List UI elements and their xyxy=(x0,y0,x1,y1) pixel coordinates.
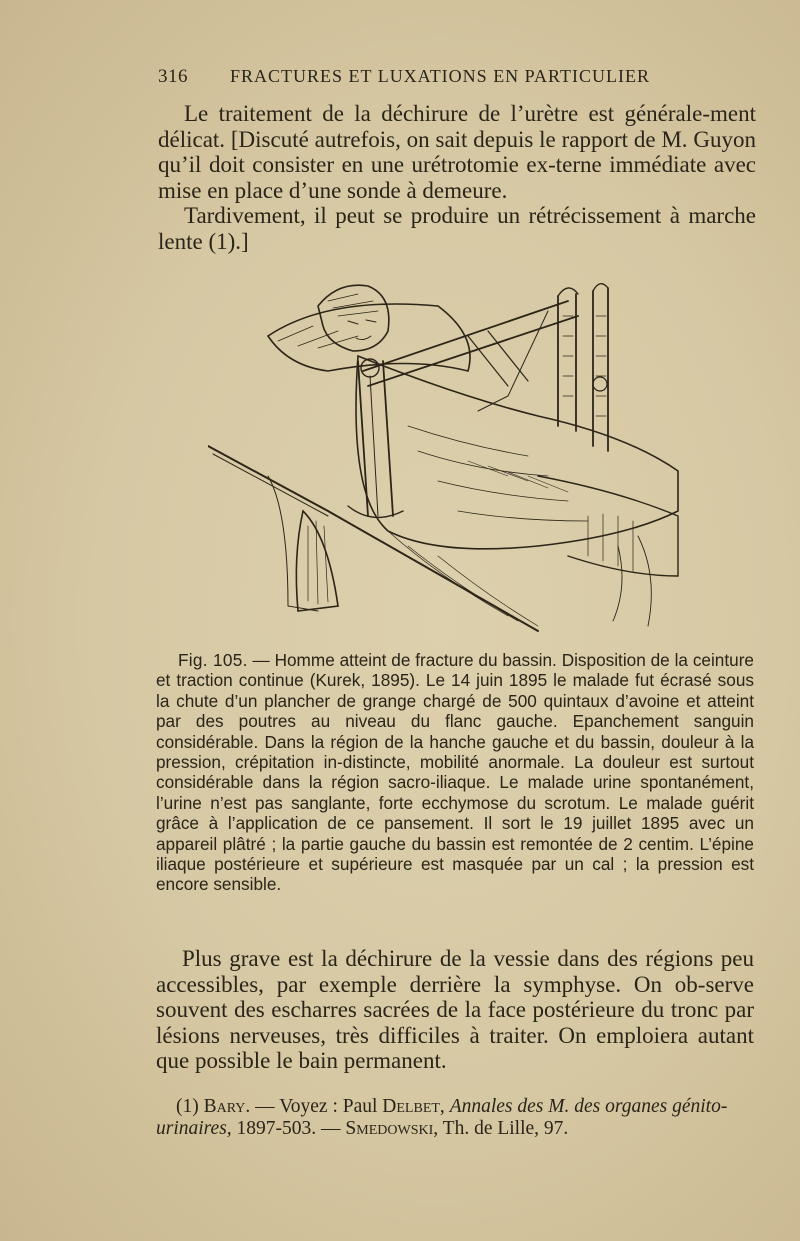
page-number: 316 xyxy=(158,66,188,87)
footnote-text: — Voyez : Paul xyxy=(250,1096,383,1117)
footnote xyxy=(156,1096,754,1140)
figure-label: Fig. 105. xyxy=(178,650,248,670)
footnote-text: 1897-503. — xyxy=(231,1118,346,1139)
engraving-patient-in-pelvic-traction-bed-icon xyxy=(208,276,698,646)
footnote-author: Delbet, xyxy=(382,1096,445,1117)
paragraph-urethra xyxy=(158,101,756,254)
figure-caption xyxy=(156,650,754,895)
paragraph-text: Le traitement de la déchirure de l’urètre est générale-ment délicat. [Discuté autrefois, on sait depuis le rapport de M. Guyon qu’il doit consister en une urétrotomie ex-terne immédiate avec mise en place d’une sonde à demeure. xyxy=(158,101,756,203)
footnote-author: Smedowski, xyxy=(345,1118,439,1139)
figure-engraving xyxy=(208,276,698,646)
footnote-text: Th. de Lille, 97. xyxy=(438,1118,569,1139)
caption-text: — Homme atteint de fracture du bassin. Disposition de la ceinture et traction continue (Kurek, 1895). Le 14 juin 1895 le malade fut écrasé sous la chute d’un plancher de grange chargé de 500 quintaux d’avoine et atteint par des poutres au niveau du flanc gauche. Epanchement sanguin considérable. Dans la région de la hanche gauche et du bassin, douleur à la pression, crépitation in-distincte, mobilité anormale. La douleur est surtout considérable dans la région sacro-iliaque. Le malade urine spontanément, l’urine n’est pas sanglante, forte ecchymose du scrotum. Le malade guérit grâce à l’application de ce pansement. Il sort le 19 juillet 1895 avec un appareil plâtré ; la partie gauche du bassin est remontée de 2 centim. L’épine iliaque postérieure et supérieure est masquée par un cal ; la pression est encore sensible. xyxy=(156,650,754,895)
footnote-author: Bary. xyxy=(203,1096,251,1117)
footnote-marker: (1) xyxy=(176,1096,199,1117)
running-title: FRACTURES ET LUXATIONS EN PARTICULIER xyxy=(230,66,650,86)
paragraph-text: Tardivement, il peut se produire un rétrécissement à marche lente (1).] xyxy=(158,203,756,254)
paragraph-bladder: Plus grave est la déchirure de la vessie dans des régions peu accessibles, par exemple derrière la symphyse. On ob-serve souvent des escharres sacrées de la face postérieure du tronc par lésions nerveuses, très difficiles à traiter. On emploiera autant que possible le bain permanent. xyxy=(156,946,754,1073)
footnote-journal: Annales des M. des organes génito-urinaires, xyxy=(156,1096,728,1139)
